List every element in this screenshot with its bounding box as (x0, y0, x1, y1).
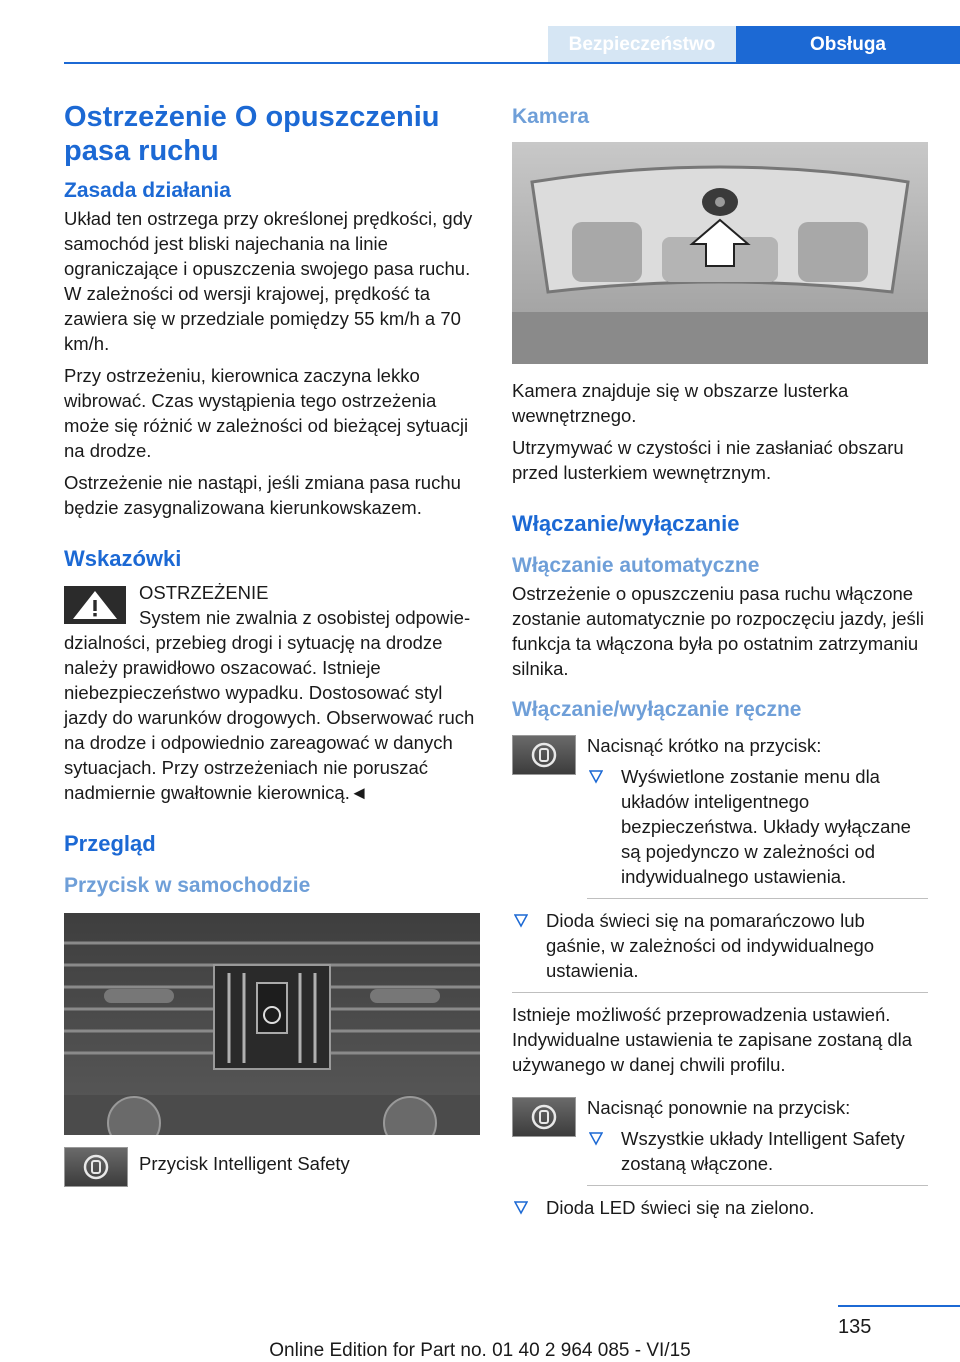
list-item: Wyświetlone zostanie menu dla układów inteligentnego bezpieczeństwa. Układy wyłączane są pojedynczo w zależności od indywidualnego ustawienia. (587, 764, 928, 899)
principle-paragraph-3: Ostrzeżenie nie nastąpi, jeśli zmiana pasa ruchu będzie zasygnalizowana kierunkowskazem. (64, 472, 461, 518)
page-header (0, 20, 960, 64)
warning-block (64, 580, 480, 805)
right-column (512, 100, 928, 1238)
triangle-bullet-icon (514, 914, 528, 928)
manual-switching-heading: Włączanie/wyłączanie ręczne (512, 698, 802, 721)
edition-footer: Online Edition for Part no. 01 40 2 964 085 - VI/15 (269, 1340, 691, 1361)
press-short-row (512, 733, 928, 899)
page-title: Ostrzeżenie O opuszczeniu pasa ruchu (64, 101, 440, 167)
camera-paragraph-1: Kamera znajduje się w obszarze lusterka wewnętrznego. (512, 380, 849, 426)
left-column (64, 100, 480, 1189)
press-short-result-list (587, 764, 928, 899)
camera-paragraph-2: Utrzymywać w czystości i nie zasłaniać obszaru przed lusterkiem wewnętrznym. (512, 437, 904, 483)
header-rule (64, 62, 960, 64)
auto-switching-paragraph: Ostrzeżenie o opuszczeniu pasa ruchu włączone zostanie automatycznie po rozpoczęciu jazdy, jeśli funkcja ta włączona była po ostatnim zatrzymaniu silnika. (512, 583, 925, 679)
intelligent-safety-button-row (64, 1145, 480, 1189)
button-caption: Przycisk Intelligent Safety (139, 1153, 350, 1174)
button-location-heading: Przycisk w samochodzie (64, 874, 311, 897)
principle-paragraph-1: Układ ten ostrzega przy określonej prędkości, gdy samochód jest bliski najechania na linie ograniczające i opuszczenia swojego pasa ruchu. W zależności od wersji krajowej, prędkość ta zawiera się w przedziale pomiędzy 55 km/h a 70 km/h. (64, 208, 473, 354)
press-again-instruction: Nacisnąć ponownie na przycisk: (587, 1097, 851, 1118)
footer-rule (838, 1305, 960, 1307)
settings-paragraph: Istnieje możliwość przeprowadzenia ustawień. Indywidualne ustawienia te zapisane zostaną dla używanego w danej chwili profilu. (512, 1004, 913, 1075)
notes-heading: Wskazówki (64, 546, 182, 571)
warning-title: OSTRZEŻENIE (139, 582, 269, 603)
intelligent-safety-icon (79, 1152, 113, 1182)
triangle-bullet-icon (589, 1132, 603, 1146)
section-tab-safety[interactable]: Bezpieczeństwo (548, 26, 736, 64)
triangle-bullet-icon (514, 1201, 528, 1215)
warning-text-first-line: System nie zwalnia z osobistej odpowie- (139, 607, 471, 628)
intelligent-safety-button-2[interactable] (512, 735, 576, 775)
warning-text: dzialności, przebieg drogi i sytuację na drodze należy prawidłowo oszacować. Istnieje niebezpieczeństwo wypadku. Dostosować styl jazdy do warunków drogowych. Obserwować ruch na drodze i odpowiednio zareagować w danych sytuacjach. Przy ostrzeżeniach nie poruszać nadmiernie gwałtownie kierownicą.◄ (64, 632, 475, 803)
press-again-row (512, 1095, 928, 1186)
press-short-instruction: Nacisnąć krótko na przycisk: (587, 735, 822, 756)
camera-location-photo (512, 142, 928, 364)
principle-heading: Zasada działania (64, 179, 231, 202)
intelligent-safety-icon (527, 740, 561, 770)
camera-heading: Kamera (512, 105, 590, 128)
press-again-result-list (587, 1126, 928, 1186)
center-console-photo (64, 913, 480, 1135)
triangle-bullet-icon (589, 770, 603, 784)
list-item: Wszystkie układy Intelligent Safety zostaną włączone. (587, 1126, 928, 1186)
switching-heading: Włączanie/wyłączanie (512, 511, 740, 536)
intelligent-safety-icon (527, 1102, 561, 1132)
principle-paragraph-2: Przy ostrzeżeniu, kierownica zaczyna lekko wibrować. Czas wystąpienia tego ostrzeżenia może się różnić w zależności od bieżącej sytuacji na drodze. (64, 365, 469, 461)
list-item: Dioda LED świeci się na zielono. (512, 1195, 928, 1229)
warning-triangle-icon (64, 586, 126, 624)
list-item: Dioda świeci się na pomarańczowo lub gaśnie, w zależności od indywidualnego ustawienia. (512, 908, 928, 993)
page-number: 135 (838, 1316, 872, 1338)
press-short-led-list (512, 908, 928, 993)
section-tab-operation[interactable]: Obsługa (736, 26, 960, 64)
press-again-led-list (512, 1195, 928, 1229)
auto-switching-heading: Włączanie automatyczne (512, 554, 760, 577)
overview-heading: Przegląd (64, 831, 156, 856)
intelligent-safety-button-3[interactable] (512, 1097, 576, 1137)
intelligent-safety-button[interactable] (64, 1147, 128, 1187)
